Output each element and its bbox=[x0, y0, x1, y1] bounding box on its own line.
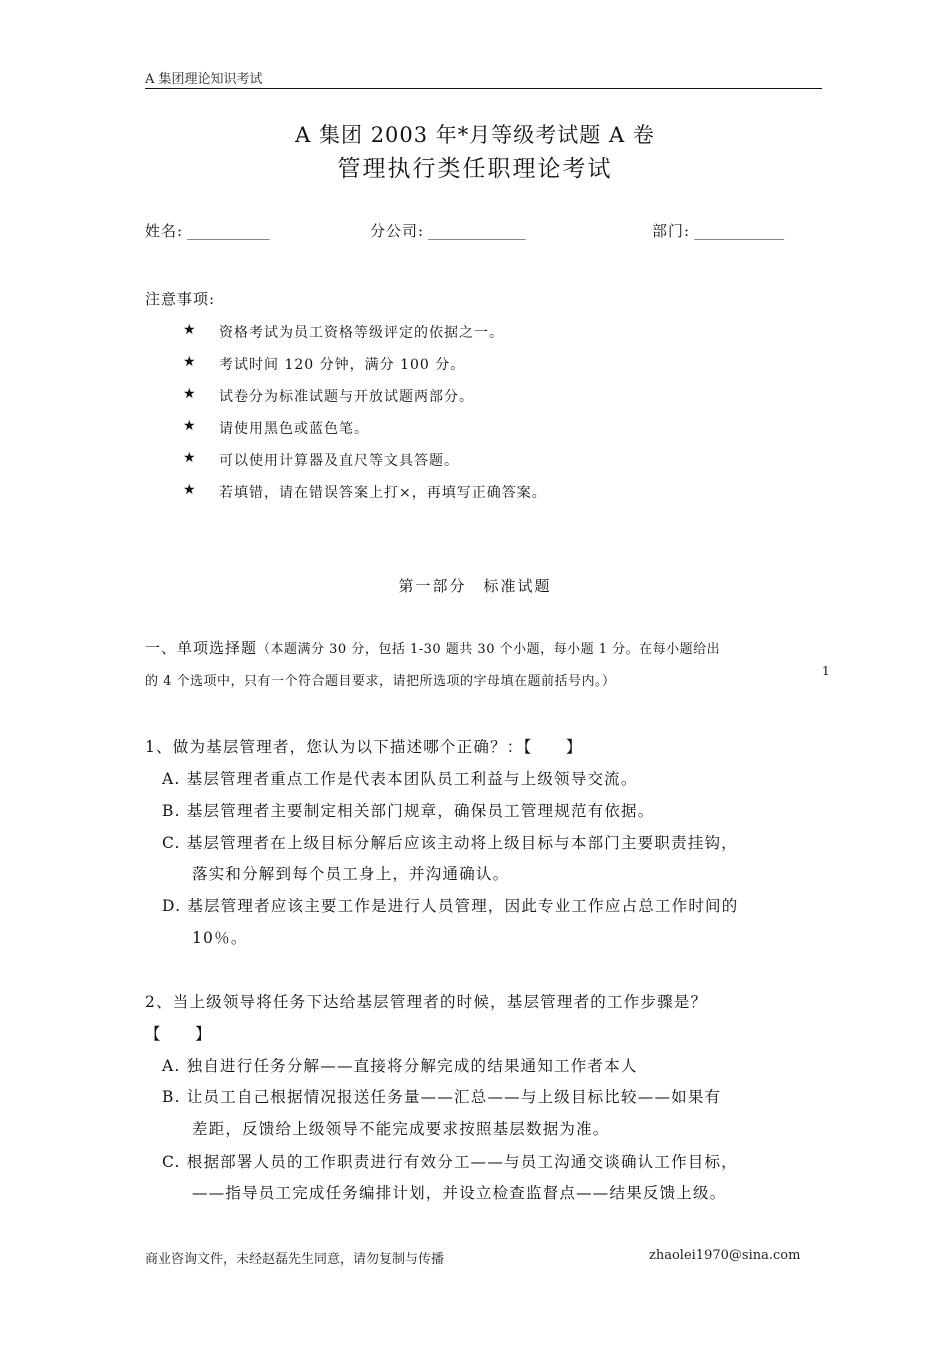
header-rule bbox=[145, 88, 822, 89]
section-heading bbox=[145, 637, 720, 658]
notice-title: 注意事项: bbox=[145, 290, 216, 308]
notice-item: 若填错，请在错误答案上打×，再填写正确答案。 bbox=[219, 485, 547, 501]
star-icon: ★ bbox=[183, 482, 196, 498]
question-2: 2、当上级领导将任务下达给基层管理者的时候，基层管理者的工作步骤是？ bbox=[145, 993, 708, 1011]
exam-subtitle: 管理执行类任职理论考试 bbox=[337, 156, 613, 182]
star-icon: ★ bbox=[183, 450, 196, 466]
notice-item: 资格考试为员工资格等级评定的依据之一。 bbox=[219, 325, 504, 341]
star-icon: ★ bbox=[183, 386, 196, 402]
name-blank[interactable]: ___________ bbox=[187, 222, 270, 240]
q2-option-b: B. 让员工自己根据情况报送任务量——汇总——与上级目标比较——如果有 bbox=[162, 1088, 722, 1106]
q2-option-a: A. 独自进行任务分解——直接将分解完成的结果通知工作者本人 bbox=[162, 1057, 638, 1075]
running-header: A 集团理论知识考试 bbox=[145, 72, 263, 87]
notice-item: 请使用黑色或蓝色笔。 bbox=[219, 421, 369, 437]
branch-label: 分公司: bbox=[370, 222, 425, 240]
footer-notice: 商业咨询文件，未经赵磊先生同意，请勿复制与传播 bbox=[145, 1252, 445, 1267]
notice-item: 考试时间 120 分钟，满分 100 分。 bbox=[219, 357, 466, 373]
section-note-cont: 的 4 个选项中，只有一个符合题目要求，请把所选项的字母填在题前括号内。） bbox=[145, 674, 616, 689]
q1-option-a: A. 基层管理者重点工作是代表本团队员工利益与上级领导交流。 bbox=[162, 770, 638, 788]
notice-item: 试卷分为标准试题与开放试题两部分。 bbox=[219, 389, 474, 405]
q2-option-c-cont: ——指导员工完成任务编排计划，并设立检查监督点——结果反馈上级。 bbox=[192, 1184, 727, 1202]
exam-title: A 集团 2003 年*月等级考试题 A 卷 bbox=[295, 123, 655, 147]
q1-option-c-cont: 落实和分解到每个员工身上，并沟通确认。 bbox=[192, 865, 510, 883]
branch-blank[interactable]: _____________ bbox=[428, 222, 526, 240]
branch-field bbox=[370, 220, 526, 241]
q1-option-d: D. 基层管理者应该主要工作是进行人员管理，因此专业工作应占总工作时间的 bbox=[162, 897, 739, 915]
star-icon: ★ bbox=[183, 354, 196, 370]
department-field bbox=[652, 220, 784, 241]
q2-option-c: C. 根据部署人员的工作职责进行有效分工——与员工沟通交谈确认工作目标， bbox=[162, 1153, 738, 1171]
name-field bbox=[145, 220, 270, 241]
q1-option-b: B. 基层管理者主要制定相关部门规章，确保员工管理规范有依据。 bbox=[162, 802, 655, 820]
name-label: 姓名: bbox=[145, 222, 184, 240]
star-icon: ★ bbox=[183, 322, 196, 338]
question-2-bracket: 【 】 bbox=[145, 1025, 212, 1043]
star-icon: ★ bbox=[183, 418, 196, 434]
footer-email[interactable]: zhaolei1970@sina.com bbox=[649, 1248, 801, 1263]
section-title: 一、单项选择题 bbox=[145, 639, 258, 657]
q1-option-c: C. 基层管理者在上级目标分解后应该主动将上级目标与本部门主要职责挂钩， bbox=[162, 834, 738, 852]
question-1: 1、做为基层管理者，您认为以下描述哪个正确？：【 】 bbox=[145, 738, 583, 756]
section-note: （本题满分 30 分，包括 1-30 题共 30 个小题，每小题 1 分。在每小题给出 bbox=[257, 642, 721, 657]
department-blank[interactable]: ____________ bbox=[694, 222, 785, 240]
department-label: 部门: bbox=[652, 222, 691, 240]
part-title: 第一部分 标准试题 bbox=[398, 577, 552, 595]
page-number: 1 bbox=[822, 664, 830, 678]
notice-item: 可以使用计算器及直尺等文具答题。 bbox=[219, 453, 459, 469]
q1-option-d-cont: 10％。 bbox=[192, 929, 248, 947]
q2-option-b-cont: 差距，反馈给上级领导不能完成要求按照基层数据为准。 bbox=[192, 1120, 610, 1138]
